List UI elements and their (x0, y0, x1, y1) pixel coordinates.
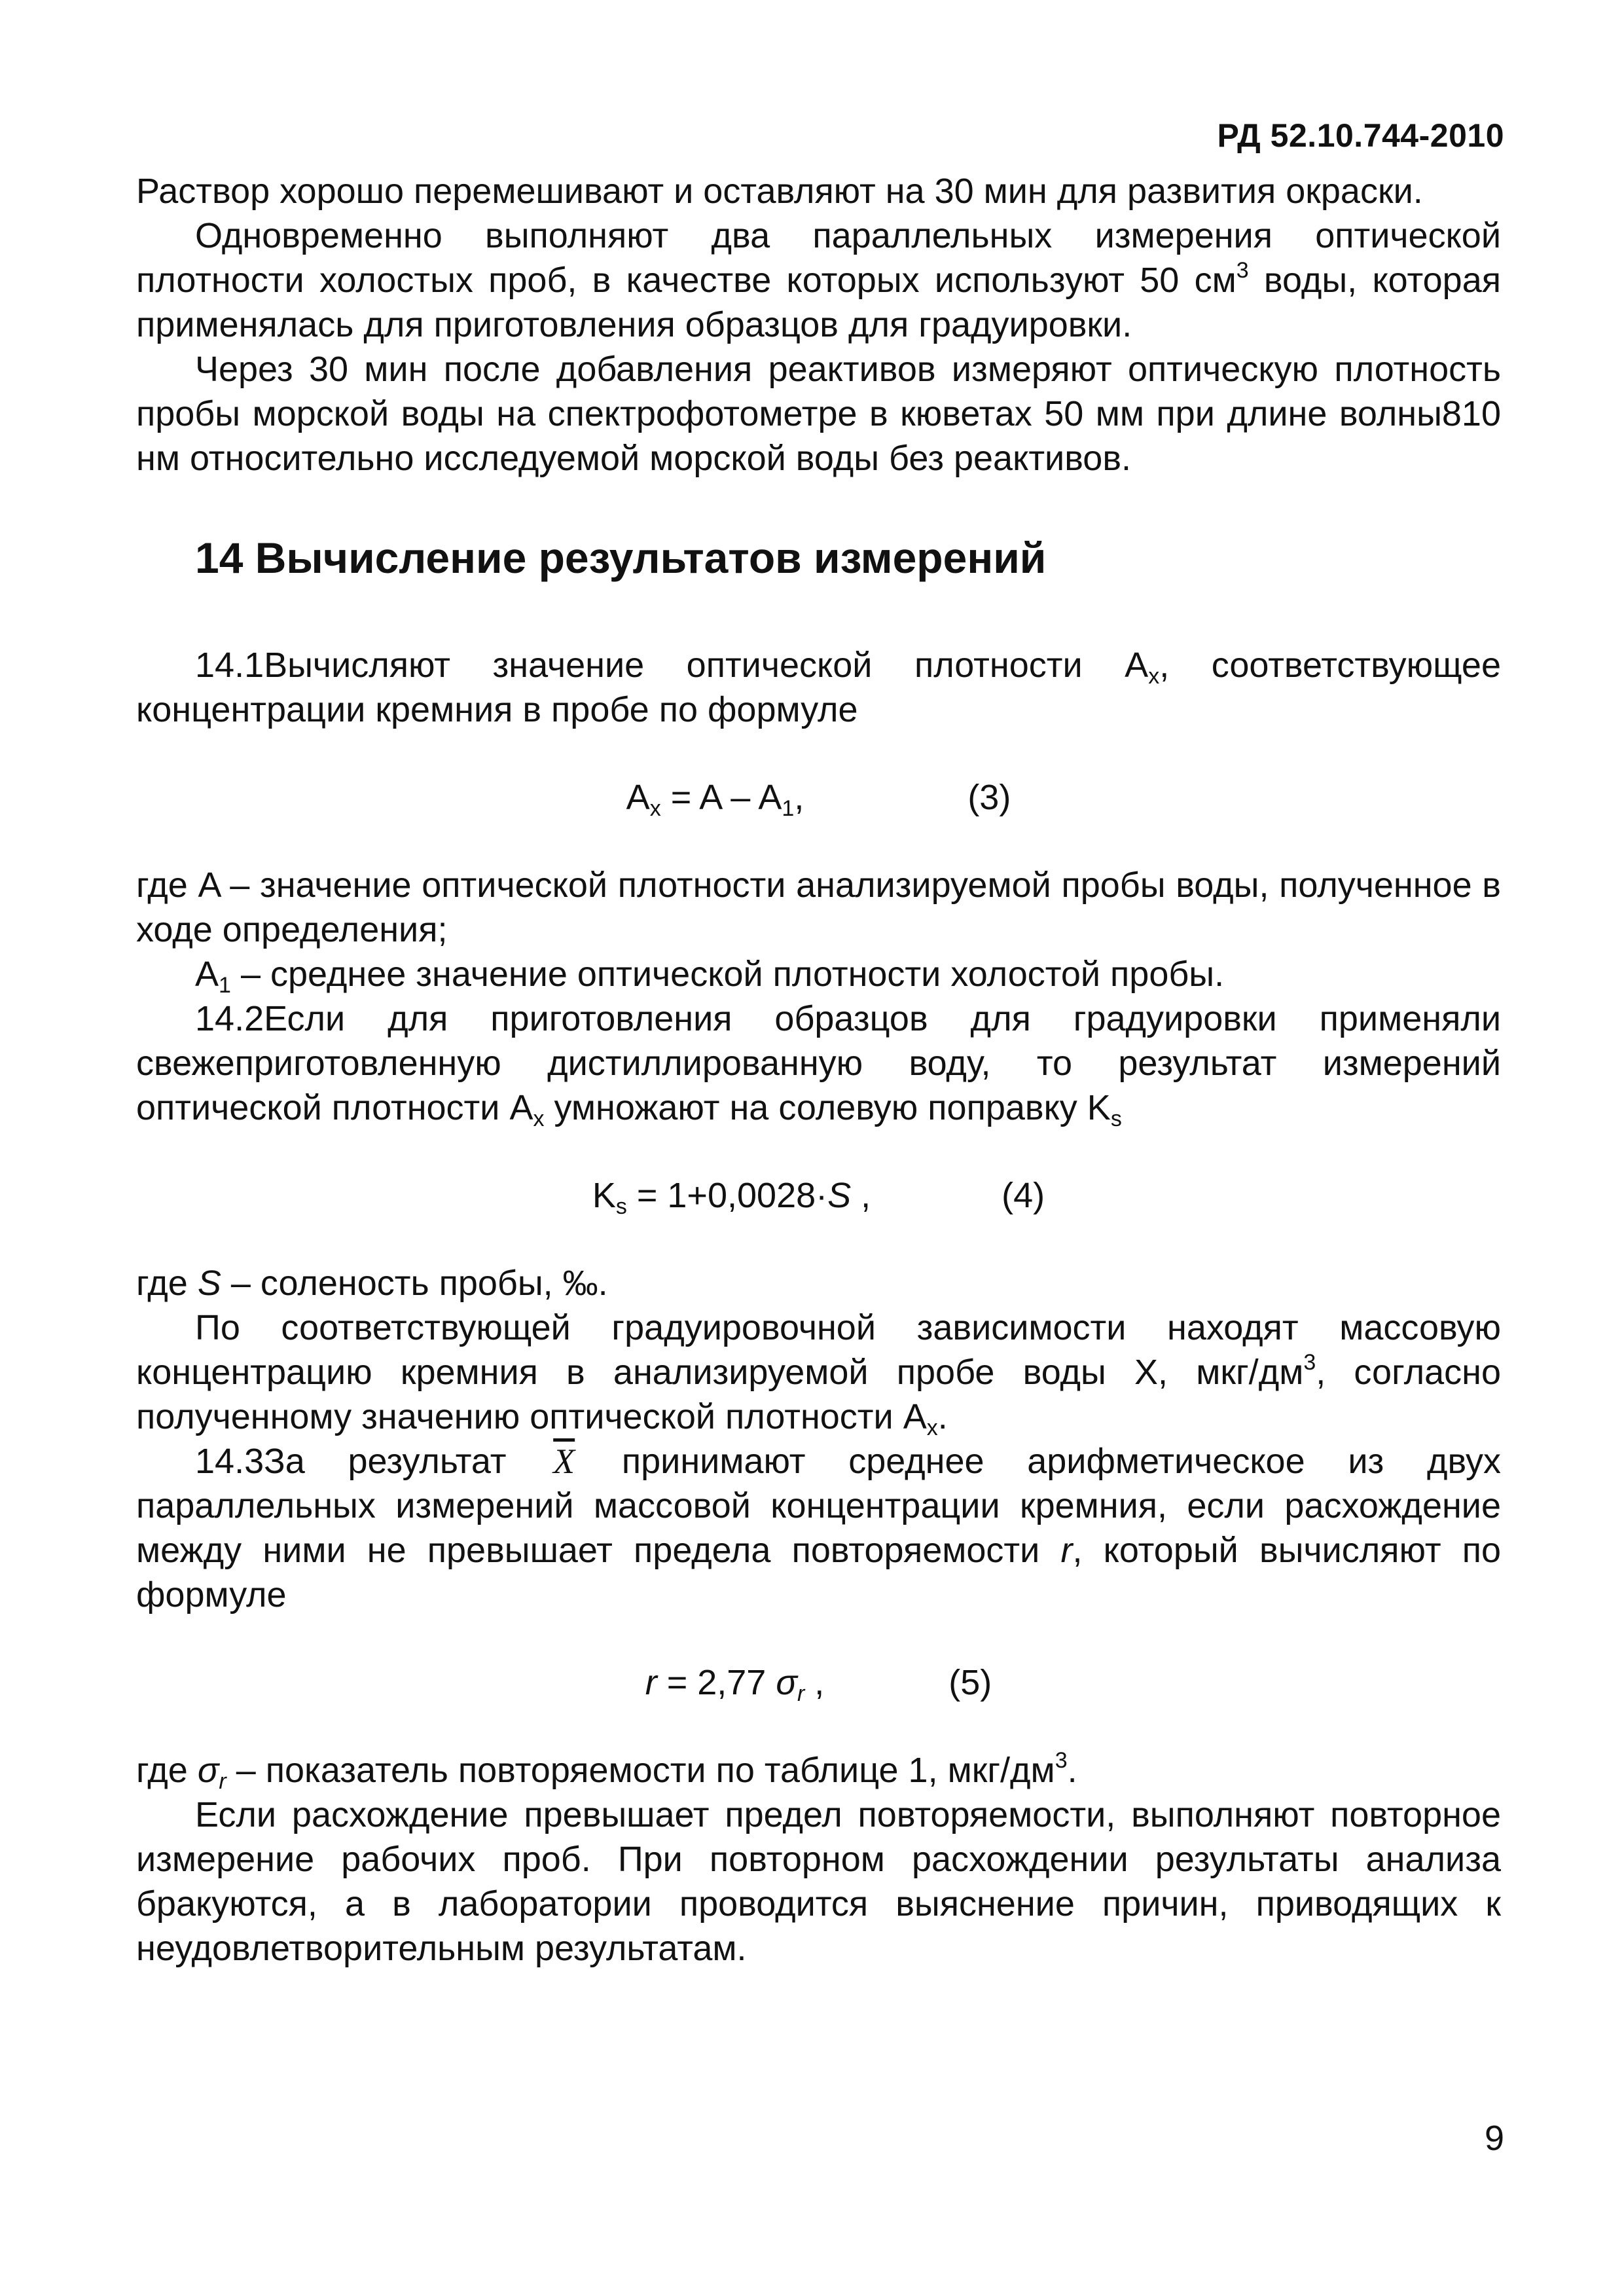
subscript: s (1110, 1106, 1122, 1131)
text: воды, которая применялась для приготовления образцов для градуировки. (136, 261, 1501, 344)
formula-4 (136, 1173, 1501, 1218)
text: , (851, 1176, 871, 1215)
subscript: 1 (782, 796, 795, 821)
paragraph-14-1 (136, 643, 1501, 732)
superscript: 3 (1055, 1748, 1068, 1773)
text: . (937, 1397, 948, 1436)
subscript: x (1148, 664, 1160, 689)
text: , (804, 1663, 825, 1702)
formula-5 (136, 1660, 1501, 1705)
text: A (195, 955, 219, 994)
subscript: x (649, 796, 661, 821)
formula-number: (4) (1001, 1176, 1045, 1215)
italic-symbol: r (1060, 1531, 1073, 1570)
italic-symbol: σ (197, 1751, 219, 1790)
paragraph-14-2 (136, 996, 1501, 1130)
paragraph-measurement: Через 30 мин после добавления реактивов измеряют оптическую плотность пробы морской воды на спектрофотометре в кюветах 50 мм при длине волны810 нм относительно исследуемой морской воды без реактивов. (136, 350, 1501, 478)
paragraph-blank-samples (136, 213, 1501, 347)
subscript: 1 (219, 973, 231, 998)
text: = 1+0,0028· (626, 1176, 828, 1215)
text: где (136, 1751, 198, 1790)
text: , который вычисляют по формуле (136, 1531, 1502, 1614)
paragraph-where-a1 (136, 952, 1501, 996)
text: K (592, 1176, 616, 1215)
text: – соленость пробы, ‰. (221, 1264, 608, 1303)
italic-symbol: r (645, 1663, 657, 1702)
formula-3 (136, 775, 1501, 820)
formula-expression (626, 775, 804, 820)
italic-symbol: S (197, 1264, 221, 1303)
section-title: 14 Вычисление результатов измерений (195, 534, 1047, 582)
superscript: 3 (1236, 258, 1249, 283)
spacer (136, 584, 1501, 643)
text: , согласно полученному значению оптической плотности A (136, 1353, 1501, 1436)
document-code: РД 52.10.744-2010 (1217, 117, 1504, 154)
text: умножают на солевую поправку K (544, 1088, 1111, 1127)
paragraph-where-a: где A – значение оптической плотности анализируемой пробы воды, полученное в ходе определения; (136, 866, 1501, 949)
page-number: 9 (1484, 2119, 1504, 2158)
subscript: s (615, 1194, 627, 1219)
text: Одновременно выполняют два параллельных измерения оптической плотности холостых проб, в качестве которых используют 50 см (136, 216, 1501, 300)
subscript: r (219, 1769, 226, 1794)
text: . (1067, 1751, 1077, 1790)
text: – показатель повторяемости по таблице 1, мкг/дм (226, 1751, 1055, 1790)
subscript: r (797, 1681, 805, 1706)
italic-symbol: σ (776, 1663, 797, 1702)
paragraph-final: Если расхождение превышает предел повторяемости, выполняют повторное измерение рабочих проб. При повторном расхождении результаты анализа бракуются, а в лаборатории проводится выяснение причин, приводящих к неудовлетворительным результатам. (136, 1795, 1501, 1968)
formula-number: (3) (967, 778, 1011, 817)
text: 14.1Вычисляют значение оптической плотности A (195, 646, 1149, 685)
text: = A – A (660, 778, 782, 817)
text: где (136, 1264, 198, 1303)
mean-symbol: $\overline{X}$ (553, 1442, 575, 1481)
text: , соответствующее концентрации кремния в пробе по формуле (136, 646, 1501, 729)
text: = 2,77 (657, 1663, 776, 1702)
paragraph-where-sigma (136, 1748, 1501, 1793)
subscript: x (533, 1106, 545, 1131)
subscript: x (926, 1415, 938, 1440)
formula-expression (645, 1660, 825, 1705)
formula-number: (5) (948, 1663, 992, 1702)
formula-expression (592, 1173, 871, 1218)
superscript: 3 (1303, 1350, 1316, 1375)
text: принимают среднее арифметическое из двух параллельных измерений массовой концентрации кремния, если расхождение между ними не превышает предела повторяемости (136, 1442, 1501, 1570)
text: По соответствующей градуировочной зависимости находят массовую концентрацию кремния в анализируемой пробе воды X, мкг/дм (136, 1308, 1501, 1392)
text: – среднее значение оптической плотности холостой пробы. (230, 955, 1225, 994)
paragraph-where-s (136, 1261, 1501, 1305)
text: , (794, 778, 804, 817)
text: A (626, 778, 650, 817)
text: 14.3За результат (195, 1442, 550, 1481)
page-content (136, 169, 1501, 1971)
paragraph-calibration (136, 1305, 1501, 1439)
italic-symbol: S (827, 1176, 852, 1215)
paragraph-14-3 (136, 1439, 1501, 1617)
paragraph-mixing: Раствор хорошо перемешивают и оставляют на 30 мин для развития окраски. (136, 172, 1423, 211)
text: 14.2Если для приготовления образцов для градуировки применяли свежеприготовленную дистиллированную воду, то результат измерений оптической плотности A (136, 999, 1501, 1127)
